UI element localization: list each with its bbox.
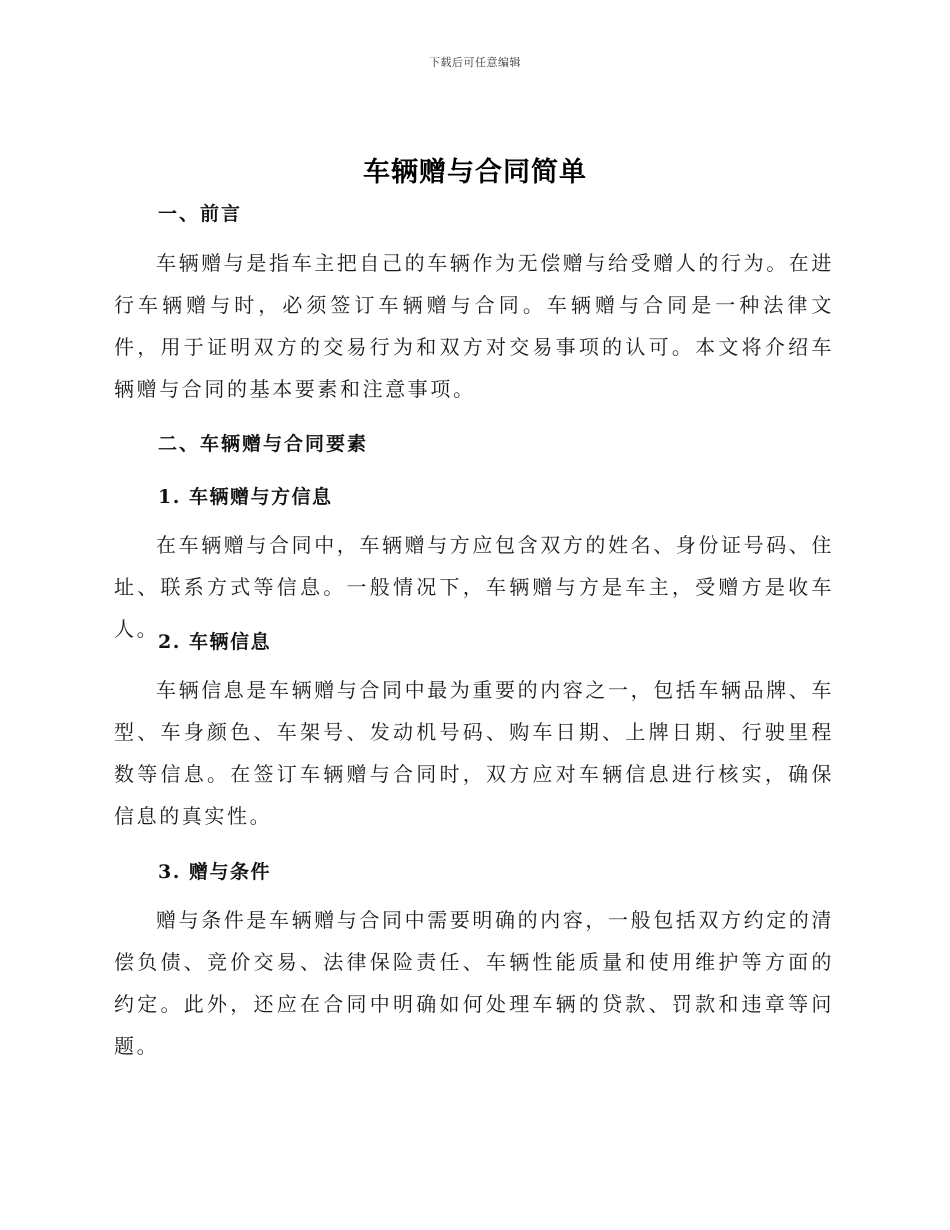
vehicle-info-paragraph: 车辆信息是车辆赠与合同中最为重要的内容之一，包括车辆品牌、车型、车身颜色、车架号、发动机号码、购车日期、上牌日期、行驶里程数等信息。在签订车辆赠与合同时，双方应对车辆信息进行核实，确保信息的真实性。 xyxy=(114,678,834,828)
donor-info-paragraph: 在车辆赠与合同中，车辆赠与方应包含双方的姓名、身份证号码、住址、联系方式等信息。一般情况下，车辆赠与方是车主，受赠方是收车人。 xyxy=(114,533,834,641)
subsection-heading-gift-conditions: 3. 赠与条件 xyxy=(158,861,271,883)
document-title: 车辆赠与合同简单 xyxy=(363,157,587,188)
preface-paragraph: 车辆赠与是指车主把自己的车辆作为无偿赠与给受赠人的行为。在进行车辆赠与时，必须签订车辆赠与合同。车辆赠与合同是一种法律文件，用于证明双方的交易行为和双方对交易事项的认可。本文将介绍车辆赠与合同的基本要素和注意事项。 xyxy=(114,251,834,401)
header-note: 下载后可任意编辑 xyxy=(429,56,521,69)
gift-conditions-paragraph: 赠与条件是车辆赠与合同中需要明确的内容，一般包括双方约定的清偿负债、竞价交易、法律保险责任、车辆性能质量和使用维护等方面的约定。此外，还应在合同中明确如何处理车辆的贷款、罚款和违章等问题。 xyxy=(114,908,834,1058)
section-heading-elements: 二、车辆赠与合同要素 xyxy=(158,433,369,455)
subsection-heading-vehicle-info: 2. 车辆信息 xyxy=(158,631,271,653)
subsection-heading-donor-info: 1. 车辆赠与方信息 xyxy=(158,486,333,508)
section-heading-preface: 一、前言 xyxy=(158,203,243,225)
